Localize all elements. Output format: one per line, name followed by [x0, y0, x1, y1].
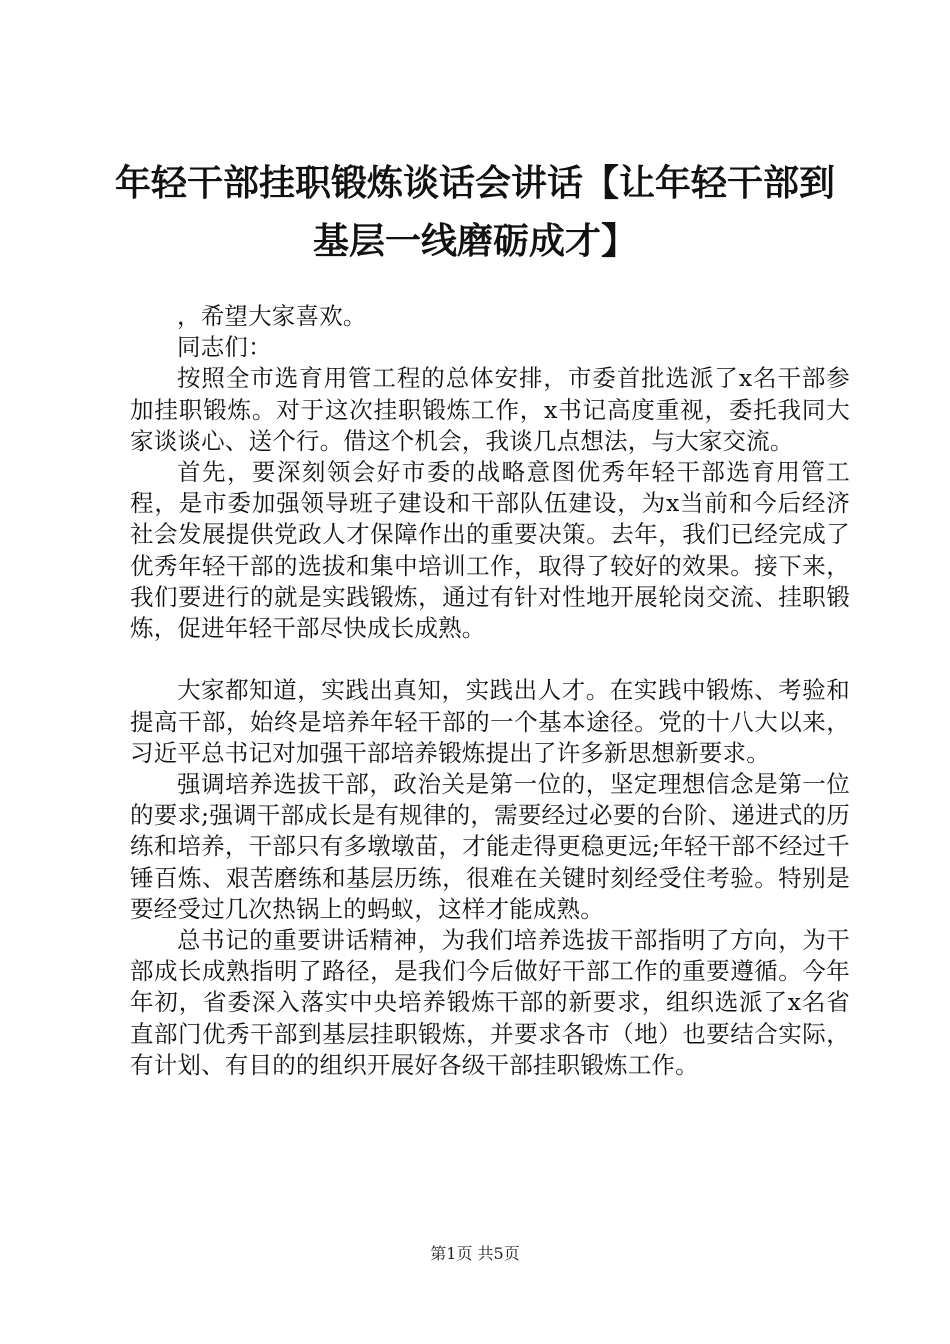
document-body	[130, 301, 850, 1081]
page-footer: 第1页 共5页	[430, 1244, 520, 1263]
paragraph-salutation: 同志们：	[177, 333, 272, 362]
title-line-2: 基层一线磨砺成才】	[312, 221, 637, 262]
paragraph: 按照全市选育用管工程的总体安排，市委首批选派了x名干部参加挂职锻炼。对于这次挂职锻炼工作，x书记高度重视，委托我同大家谈谈心、送个行。借这个机会，我谈几点想法，与大家交流。	[130, 364, 850, 455]
paragraph: 强调培养选拔干部，政治关是第一位的，坚定理想信念是第一位的要求;强调干部成长是有规律的，需要经过必要的台阶、递进式的历练和培养，干部只有多墩墩苗，才能走得更稳更远;年轻干部不经过千锤百炼、艰苦磨练和基层历练，很难在关键时刻经受住考验。特别是要经受过几次热锅上的蚂蚁，这样才能成熟。	[130, 770, 850, 923]
paragraph: 大家都知道，实践出真知，实践出人才。在实践中锻炼、考验和提高干部，始终是培养年轻干部的一个基本途径。党的十八大以来，习近平总书记对加强干部培养锻炼提出了许多新思想新要求。	[130, 676, 850, 767]
document-title	[100, 155, 850, 271]
paragraph: 首先，要深刻领会好市委的战略意图优秀年轻干部选育用管工程，是市委加强领导班子建设和干部队伍建设，为x当前和今后经济社会发展提供党政人才保障作出的重要决策。去年，我们已经完成了优秀年轻干部的选拔和集中培训工作，取得了较好的效果。接下来，我们要进行的就是实践锻炼，通过有针对性地开展轮岗交流、挂职锻炼，促进年轻干部尽快成长成熟。	[130, 458, 850, 643]
paragraph-intro: ，希望大家喜欢。	[177, 302, 367, 330]
paragraph: 总书记的重要讲话精神，为我们培养选拔干部指明了方向，为干部成长成熟指明了路径，是我们今后做好干部工作的重要遵循。今年年初，省委深入落实中央培养锻炼干部的新要求，组织选派了x名省直部门优秀干部到基层挂职锻炼，并要求各市（地）也要结合实际，有计划、有目的的组织开展好各级干部挂职锻炼工作。	[130, 926, 850, 1079]
title-line-1: 年轻干部挂职锻炼谈话会讲话【让年轻干部到	[114, 163, 835, 204]
